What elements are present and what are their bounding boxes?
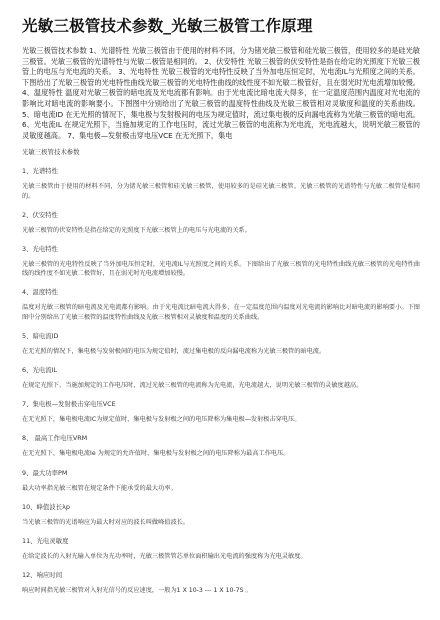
section-text: 在无光照的情况下，集电极与发射极间的电压为规定值时，流过集电极的反向漏电流称为光敏三极管的暗电流。 [22,347,326,355]
section-text: 光敏三极管由于使用的材料不同，分为锗光敏三极管和硅光敏三极管，使用较多的是硅光敏三极管。光敏三极管的光谱特性与光敏二极管是相同的。 [22,183,420,200]
intro-paragraph: 光敏三极管技术参数 1、光谱特性 光敏三极管由于使用的材料不同，分为锗光敏三极管和硅光敏三极管，使用较多的是硅光敏三极管。光敏三极管的光谱特性与光敏二极管是相同的。 2、伏安特性 光敏三极管的伏安特性是指在给定的光照度下光敏三极管上的电压与光电流的关系。 3、光电特性 光敏三极管的光电特性反映了当外加电压恒定时，光电流IL与光照度之间的关系。下图给出了光敏三极管的光电特性曲线光敏三极管的光电特性曲线的线性度不如光敏二极管好，且在弱光时光电流增加较慢。 4、温度特性 温度对光敏三极管的暗电流及光电流都有影响。由于光电流比暗电流大得多，在一定温度范围内温度对光电流的影响比对暗电流的影响要小。下图图中分别给出了光敏三极管的温度特性曲线及光敏三极管相对灵敏度和温度的关系曲线。 5、暗电流ID 在无光照的情况下，集电极与发射极间的电压为规定值时，流过集电极的反向漏电流称为光敏三极管的暗电流。 6、光电流IL 在规定光照下，当施加规定的工作电压时，流过光敏三极管的电流称为光电流，光电流越大，说明光敏三极管的灵敏度越高。 7、集电极—发射极击穿电压VCE 在无光照下，集电 [22,46,420,140]
section-text: 在无光照下，集电极电流Ie 为规定的允许值时，集电极与发射极之间的电压降称为最高工作电压。 [22,450,290,458]
section-text: 在给定波长的入射光输入单位为光功率时，光敏三极管管芯单位面积输出光电流的强度称为光电灵敏度。 [22,552,307,560]
section-text: 在无光照下，集电极电流IC为规定值时，集电极与发射极之间的电压降称为集电极—发射极击穿电压。 [22,416,301,424]
section-heading: 10、峰值波长λp [22,502,70,511]
section-block [22,245,420,278]
document-page [22,14,420,605]
sections-list [22,167,420,595]
page-title: 光敏三极管技术参数_光敏三极管工作原理 [22,17,313,35]
section-heading: 2、伏安特性 [22,210,59,219]
section-block [22,366,420,390]
section-text: 在规定光照下，当施加规定的工作电压时，流过光敏三极管的电流称为光电流，光电流越大，说明光敏三极管的灵敏度越高。 [22,381,363,389]
section-heading: 11、光电灵敏度 [22,536,69,545]
section-block [22,400,420,424]
section-heading: 4、温度特性 [22,288,59,297]
section-text: 响应时间指光敏三极管对入射光信号的反应速度，一般为1 X 10-3 --- 1 X 10-7S 。 [22,587,252,595]
section-heading: 3、光电特性 [22,244,59,253]
section-text: 光敏三极管的光电特性反映了当外加电压恒定时，光电流IL与光照度之间的关系。下图给出了光敏三极管的光电特性曲线光敏三极管的光电特性曲线的线性度不如光敏二极管好，且在弱光时光电流增加较慢。 [22,260,420,278]
section-block [22,167,420,200]
section-block [22,211,420,235]
section-block [22,469,420,493]
section-block [22,571,420,595]
section-text: 最大功率指光敏三极管在规定条件下能承受的最大功率。 [22,484,177,492]
section-block [22,503,420,527]
section-heading: 7、集电极—发射极击穿电压VCE [22,400,116,409]
section-block [22,288,420,321]
section-heading: 9、最大功率PM [22,468,68,477]
section-text: 温度对光敏三极管的暗电流及光电流都有影响。由于光电流比暗电流大得多，在一定温度范围内温度对光电流的影响比对暗电流的影响要小。下图图中分别给出了光敏三极管的温度特性曲线及光敏三极管相对灵敏度和温度的关系曲线。 [22,304,420,321]
section-heading: 6、光电流IL [22,365,58,374]
section-heading: 1、光谱特性 [22,167,59,176]
section-text: 当光敏三极管的光谱响应为最大时对应的波长叫做峰值波长。 [22,518,190,526]
section-block [22,434,420,458]
section-heading: 5、暗电流ID [22,331,59,340]
section-block [22,332,420,356]
section-title: 光敏三极管技术参数 [22,148,80,157]
section-heading: 8、 最高工作电压VRM [22,434,88,443]
section-heading: 12、响应时间 [22,571,63,580]
section-block [22,537,420,561]
section-text: 光敏三极管的伏安特性是指在给定的光照度下光敏三极管上的电压与光电流的关系。 [22,226,251,234]
